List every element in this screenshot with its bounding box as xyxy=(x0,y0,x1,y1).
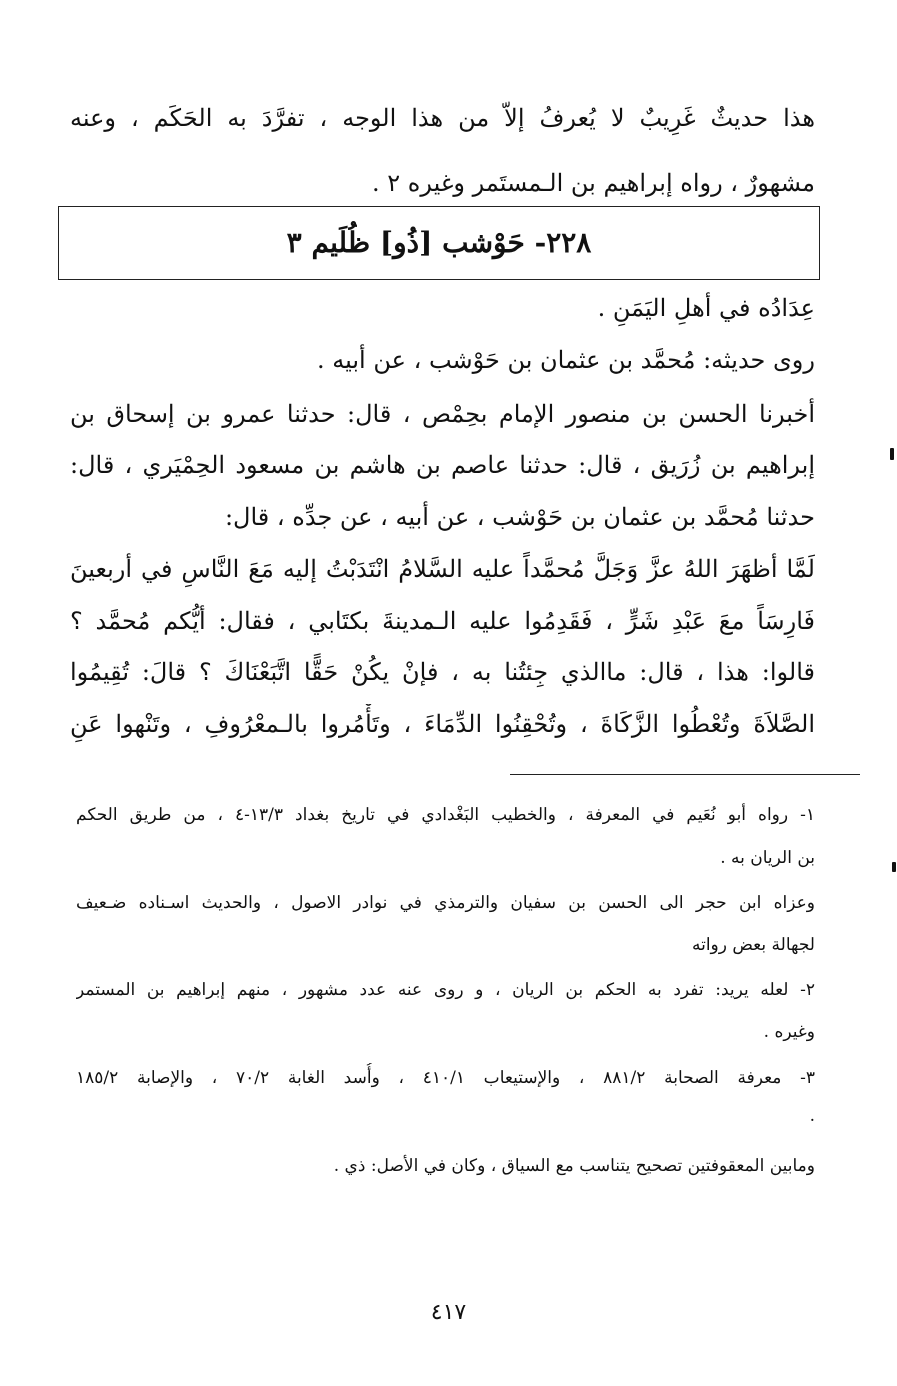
footnote-line-7: ٣- معرفة الصحابة ٨٨١/٢ ، والإستيعاب ٤١٠/١ ، وأُسد الغابة ٧٠/٢ ، والإصابة ١٨٥/٢ xyxy=(76,1068,815,1088)
footnote-line-5: ٢- لعله يريد: تفرد به الحكم بن الريان ، و روى عنه عدد مشهور ، منهم إبراهيم بن المستمر xyxy=(76,980,815,1000)
body-line-5: أخبرنا الحسن بن منصور الإمام بحِمْص ، قال: حدثنا عمرو بن إسحاق بن xyxy=(70,400,815,428)
page-number: ٤١٧ xyxy=(430,1300,467,1325)
body-line-9: فَارِسَاً معَ عَبْدِ شَرٍّ ، فَقَدِمُوا عليه الـمدينةَ بكتَابي ، فقال: أيُّكم مُحمَّد ؟ xyxy=(70,607,815,635)
body-line-2: مشهورٌ ، رواه إبراهيم بن الـمستَمر وغيره ٢ . xyxy=(372,169,815,197)
section-title-box xyxy=(58,206,820,280)
body-line-8: لَمَّا أظهَرَ اللهُ عزَّ وَجَلَّ مُحمَّداً عليه السَّلامُ انْتَدَبْتُ إليه مَعَ النَّاسِ في أربعينَ xyxy=(70,555,815,583)
body-line-10: قالوا: هذا ، قال: ماالذي جِئتُنا به ، فإنْ يكُنْ حَقًّا اتَّبَعْنَاكَ ؟ قالَ: تُقِيمُوا xyxy=(70,658,815,686)
body-line-6: إبراهيم بن زُرَيق ، قال: حدثنا عاصم بن هاشم بن مسعود الحِمْيَري ، قال: xyxy=(70,451,815,479)
footnote-line-9: ومابين المعقوفتين تصحيح يتناسب مع السياق ، وكان في الأصل: ذي . xyxy=(333,1156,815,1176)
footnote-line-3: وعزاه ابن حجر الى الحسن بن سفيان والترمذي في نوادر الاصول ، والحديث اسـناده ضـعيف xyxy=(76,893,815,913)
footnote-line-8: . xyxy=(809,1106,815,1126)
footnote-line-1: ١- رواه أبو نُعَيم في المعرفة ، والخطيب البَغْدادي في تاريخ بغداد ١٣/٣-٤ ، من طريق الحكم xyxy=(76,805,815,825)
scan-mark xyxy=(892,862,896,872)
body-line-11: الصَّلاَةَ وتُعْطُوا الزَّكَاةَ ، وتُحْقِنُوا الدِّمَاءَ ، وتَأْمُروا بالـمعْرُوفِ ، وتَنْهوا عَنِ xyxy=(70,710,815,738)
section-title: ٢٢٨- حَوْشب [ذُو] ظُلَيم ٣ xyxy=(286,226,592,259)
footnote-separator xyxy=(510,774,860,775)
footnote-line-6: وغيره . xyxy=(763,1022,815,1042)
body-line-7: حدثنا مُحمَّد بن عثمان بن حَوْشب ، عن أبيه ، عن جدِّه ، قال: xyxy=(224,503,815,531)
footnote-line-2: بن الريان به . xyxy=(720,848,815,868)
body-line-3: عِدَادُه في أهلِ اليَمَنِ . xyxy=(597,294,815,322)
scan-mark xyxy=(890,448,894,460)
footnote-line-4: لجهالة بعض رواته xyxy=(691,935,815,955)
body-line-4: روى حديثه: مُحمَّد بن عثمان بن حَوْشب ، عن أبيه . xyxy=(317,346,815,374)
body-line-1: هذا حديثٌ غَرِيبٌ لا يُعرفُ إلاّ من هذا الوجه ، تفرَّدَ به الحَكَم ، وعنه xyxy=(70,104,815,132)
